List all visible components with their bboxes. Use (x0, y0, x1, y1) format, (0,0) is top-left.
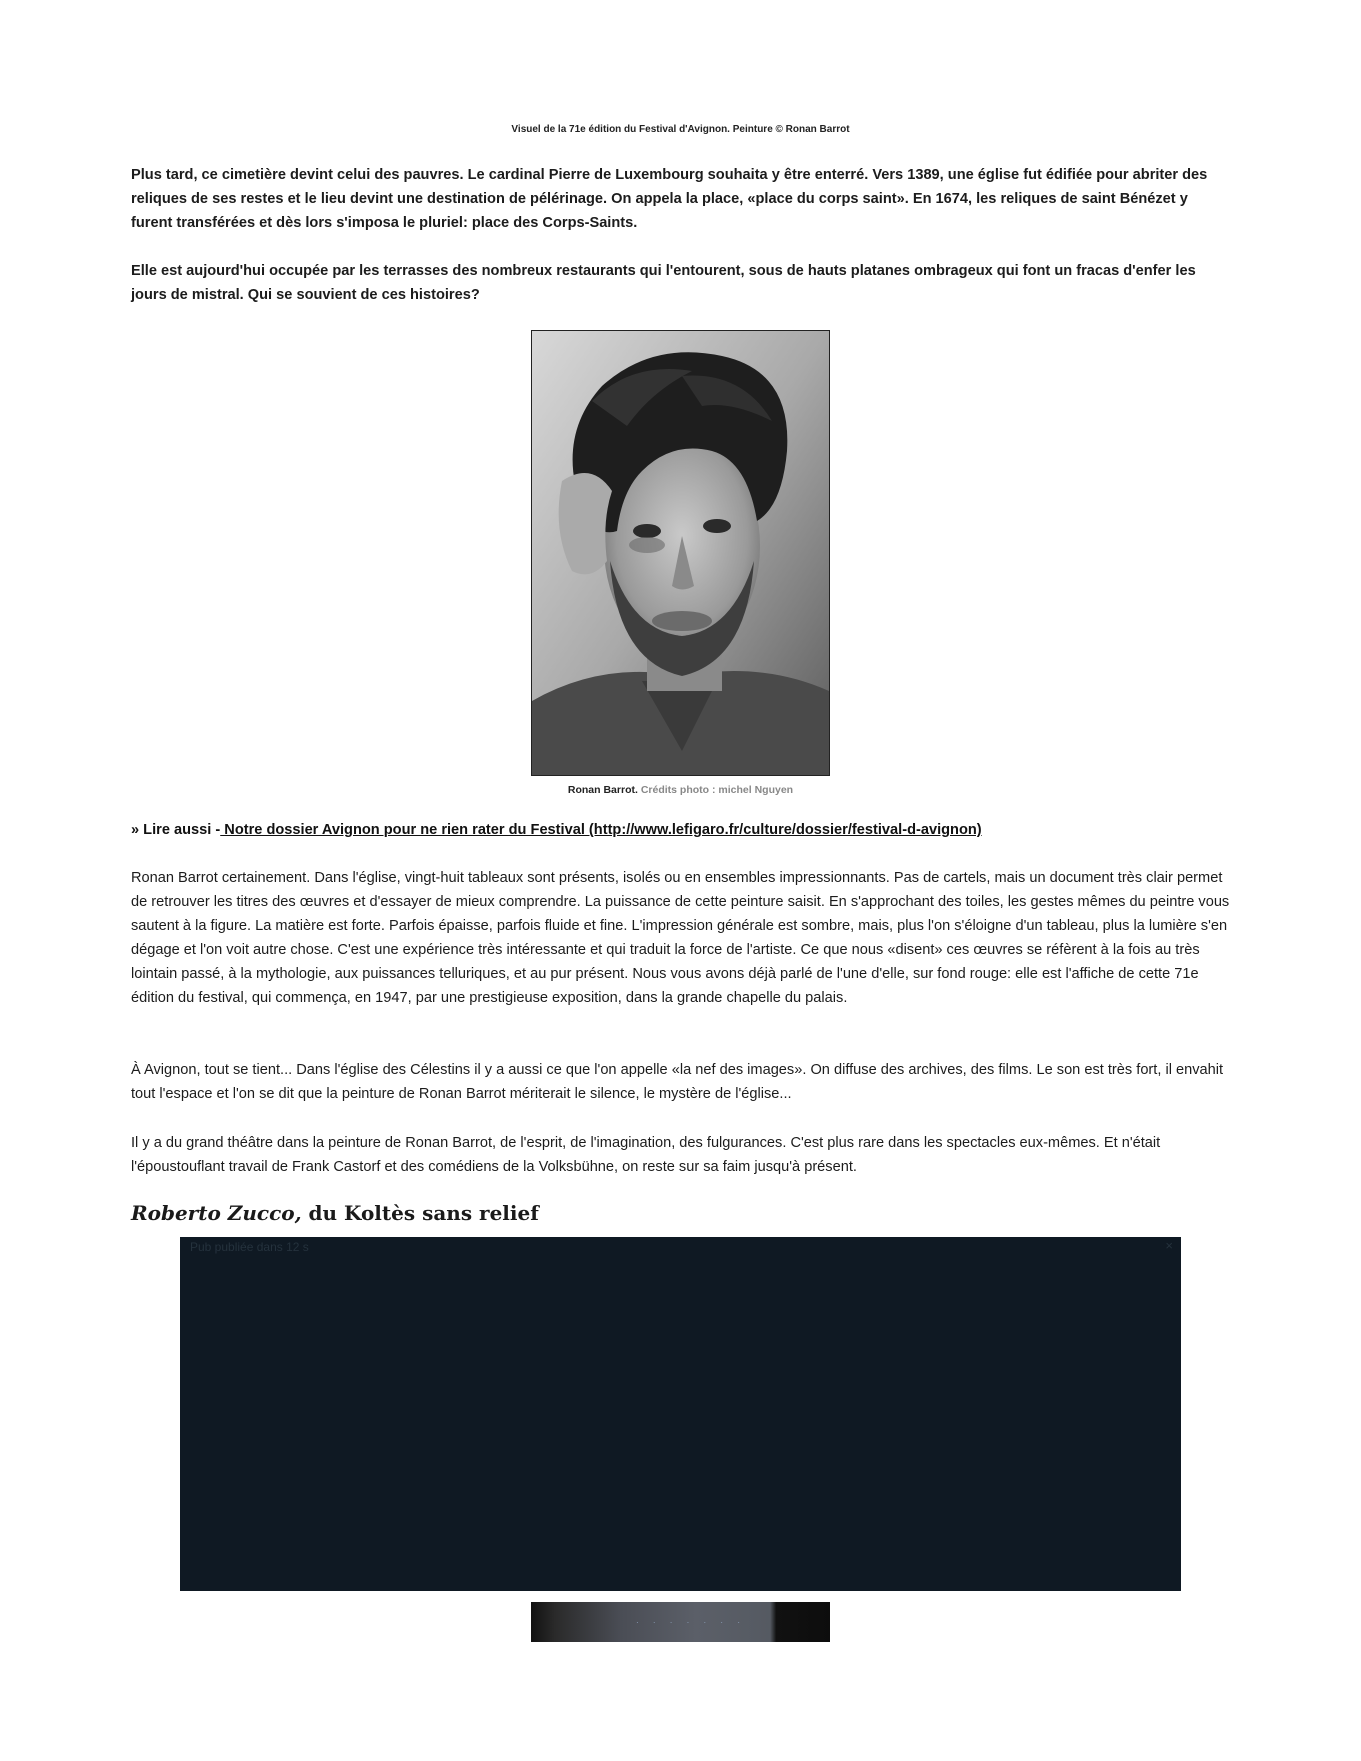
close-icon[interactable]: × (1165, 1238, 1173, 1253)
video-ad-player[interactable] (180, 1237, 1181, 1591)
photo-caption (0, 784, 1361, 796)
video-ad-countdown: Pub publiée dans 12 s (190, 1240, 309, 1254)
section-heading (131, 1201, 539, 1225)
paragraph-exhibition: Ronan Barrot certainement. Dans l'église, vingt-huit tableaux sont présents, isolés ou en ensembles impressionnants. Pas de cartels, mais un document très clair permet de retrouver les titres des œuvres et d'essayer de mieux comprendre. La puissance de cette peinture saisit. En s'approchant des toiles, les gestes mêmes du peintre vous sautent à la figure. La matière est forte. Parfois épaisse, parfois fluide et fine. L'impression générale est sombre, mais, plus l'on s'éloigne d'un tableau, plus la lumière s'en dégage et l'on voit autre chose. C'est une expérience très intéressante et qui traduit la force de l'artiste. Ce que nous «disent» ces œuvres se réfèrent à la fois au très lointain passé, à la mythologie, aux puissances telluriques, et au pur présent. Nous vous avons déjà parlé de l'une d'elle, sur fond rouge: elle est l'affiche de cette 71e édition du festival, qui commença, en 1947, par une prestigieuse exposition, dans la grande chapelle du palais. (131, 870, 1230, 1006)
ronan-barrot-portrait-photo (531, 330, 830, 776)
paragraph-cemetery-history: Plus tard, ce cimetière devint celui des pauvres. Le cardinal Pierre de Luxembourg souhaita y être enterré. Vers 1389, une église fut édifiée pour abriter des reliques de ses restes et le lieu devint une destination de pélérinage. On appela la place, «place du corps saint». En 1674, les reliques de saint Bénézet y furent transférées et dès lors s'imposa le pluriel: place des Corps-Saints. (131, 167, 1208, 231)
section-heading-rest: du Koltès sans relief (301, 1201, 539, 1225)
paragraph-square-today: Elle est aujourd'hui occupée par les terrasses des nombreux restaurants qui l'entourent, sous de hauts platanes ombrageux qui font un fracas d'enfer les jours de mistral. Qui se souvient de ces histoires? (131, 263, 1196, 303)
read-also-prefix: » Lire aussi - (131, 822, 221, 838)
photo-credit: Crédits photo : michel Nguyen (640, 784, 794, 796)
photo-caption-name: Ronan Barrot. (567, 784, 638, 796)
read-also-link[interactable]: Notre dossier Avignon pour ne rien rater du Festival (http://www.lefigaro.fr/culture/dossier/festival-d-avignon) (220, 822, 982, 838)
thumbnail-lights: · · · · · · · (636, 1618, 746, 1627)
paragraph-nef-des-images: À Avignon, tout se tient... Dans l'église des Célestins il y a aussi ce que l'on appelle «la nef des images». On diffuse des archives, des films. Le son est très fort, il envahit tout l'espace et l'on se dit que la peinture de Ronan Barrot mériterait le silence, le mystère de l'église... (131, 1062, 1224, 1102)
read-also-line (131, 822, 982, 838)
image-caption: Visuel de la 71e édition du Festival d'Avignon. Peinture © Ronan Barrot (511, 124, 850, 135)
next-image-thumbnail (531, 1602, 830, 1642)
paragraph-grand-theatre: Il y a du grand théâtre dans la peinture de Ronan Barrot, de l'esprit, de l'imagination, des fulgurances. C'est plus rare dans les spectacles eux-mêmes. Et n'était l'époustouflant travail de Frank Castorf et des comédiens de la Volksbühne, on reste sur sa faim jusqu'à présent. (131, 1135, 1161, 1175)
section-heading-title: Roberto Zucco, (131, 1201, 302, 1225)
